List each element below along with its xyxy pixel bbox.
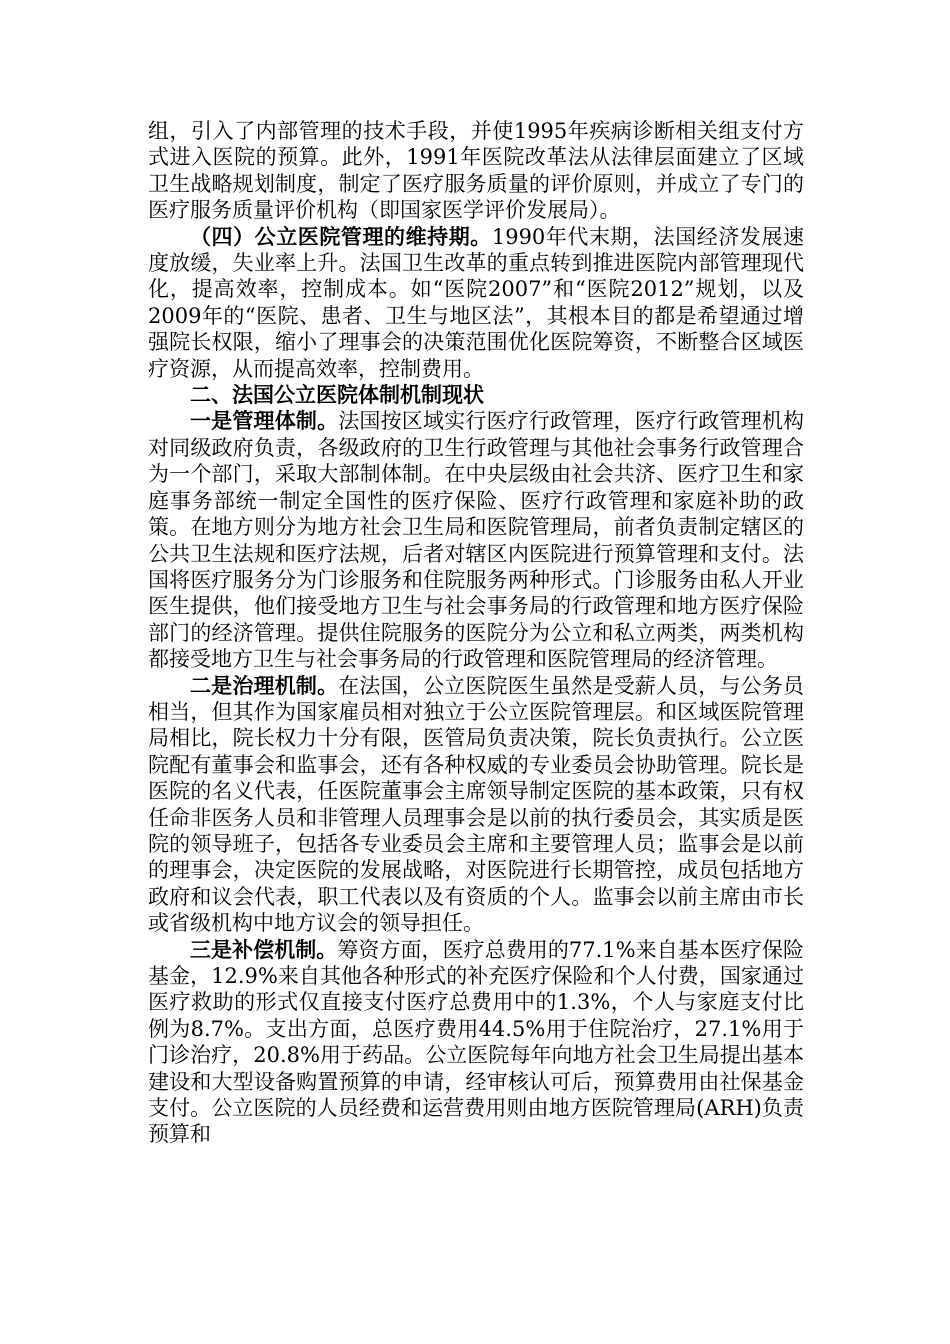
paragraph-maintenance-period: [148, 224, 804, 382]
paragraph-text: 在法国，公立医院医生虽然是受薪人员，与公务员相当，但其作为国家雇员相对独立于公立医院管理层。和区域医院管理局相比，院长权力十分有限，医管局负责决策，院长负责执行。公立医院配有董事会和监事会，还有各种权威的专业委员会协助管理。院长是医院的名义代表，任医院董事会主席领导制定医院的基本政策，只有权任命非医务人员和非管理人员理事会是以前的执行委员会，其实质是医院的领导班子，包括各专业委员会主席和主要管理人员；监事会是以前的理事会，决定医院的发展战略，对医院进行长期管控，成员包括地方政府和议会代表，职工代表以及有资质的个人。监事会以前主席由市长或省级机构中地方议会的领导担任。: [148, 673, 804, 936]
paragraph-text: 组，引入了内部管理的技术手段，并使1995年疾病诊断相关组支付方式进入医院的预算。此外，1991年医院改革法从法律层面建立了区域卫生战略规划制度，制定了医疗服务质量的评价原则，并成立了专门的医疗服务质量评价机构（即国家医学评价发展局）。: [148, 119, 804, 223]
paragraph-text: 1990年代末期，法国经济发展速度放缓，失业率上升。法国卫生改革的重点转到推进医院内部管理现代化，提高效率，控制成本。如“医院2007”和“医院2012”规划，以及2009年的“医院、患者、卫生与地区法”，其根本目的都是希望通过增强院长权限，缩小了理事会的决策范围优化医院筹资，不断整合区域医疗资源，从而提高效率，控制费用。: [148, 224, 804, 381]
paragraph-management-system: [148, 408, 804, 672]
paragraph-compensation-mechanism: [148, 937, 804, 1148]
paragraph-text: 法国按区域实行医疗行政管理，医疗行政管理机构对同级政府负责，各级政府的卫生行政管理与其他社会事务行政管理合为一个部门，采取大部制体制。在中央层级由社会共济、医疗卫生和家庭事务部统一制定全国性的医疗保险、医疗行政管理和家庭补助的政策。在地方则分为地方社会卫生局和医院管理局，前者负责制定辖区的公共卫生法规和医疗法规，后者对辖区内医院进行预算管理和支付。法国将医疗服务分为门诊服务和住院服务两种形式。门诊服务由私人开业医生提供，他们接受地方卫生与社会事务局的行政管理和地方医疗保险部门的经济管理。提供住院服务的医院分为公立和私立两类，两类机构都接受地方卫生与社会事务局的行政管理和医院管理局的经济管理。: [148, 409, 804, 672]
paragraph-lead: （四）公立医院管理的维持期。: [190, 224, 492, 249]
paragraph-lead: 二是治理机制。: [190, 673, 339, 698]
paragraph-lead: 一是管理体制。: [190, 409, 339, 434]
document-page: [148, 118, 804, 1148]
paragraph-text: 筹资方面，医疗总费用的77.1%来自基本医疗保险基金，12.9%来自其他各种形式的补充医疗保险和个人付费，国家通过医疗救助的形式仅直接支付医疗总费用中的1.3%，个人与家庭支付比例为8.7%。支出方面，总医疗费用44.5%用于住院治疗，27.1%用于门诊治疗，20.8%用于药品。公立医院每年向地方社会卫生局提出基本建设和大型设备购置预算的申请，经审核认可后，预算费用由社保基金支付。公立医院的人员经费和运营费用则由地方医院管理局(ARH)负责预算和: [148, 937, 805, 1147]
section-heading: 二、法国公立医院体制机制现状: [190, 383, 484, 408]
paragraph-continuation: [148, 118, 804, 224]
paragraph-governance-mechanism: [148, 673, 804, 937]
paragraph-lead: 三是补偿机制。: [190, 937, 338, 962]
